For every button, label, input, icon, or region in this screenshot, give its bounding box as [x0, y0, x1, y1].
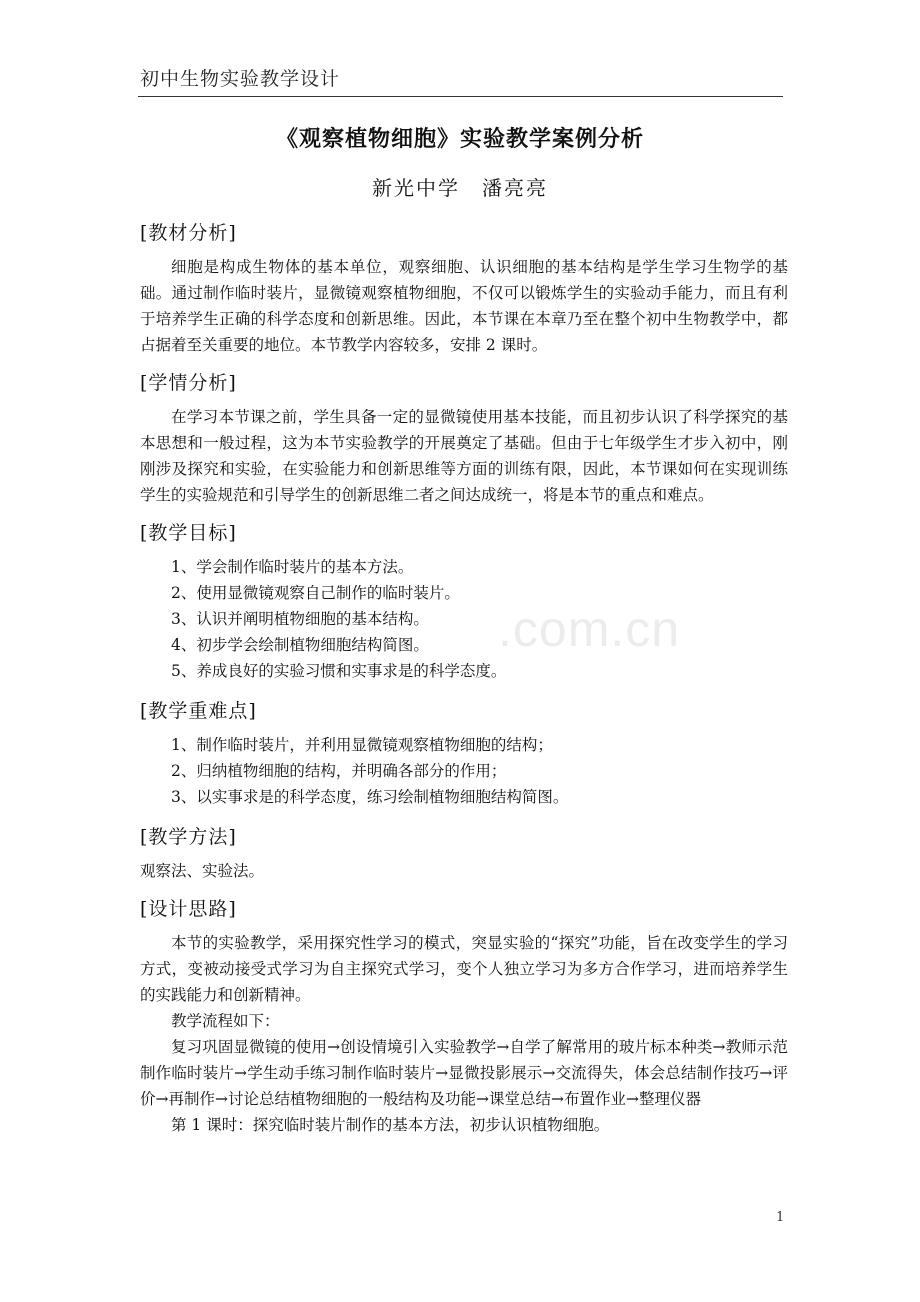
document-body [140, 216, 788, 1138]
list-item: 5、养成良好的实验习惯和实事求是的科学态度。 [171, 662, 507, 680]
section-heading-key-difficult-points: [教学重难点] [140, 700, 257, 722]
section-heading-student-analysis: [学情分析] [140, 372, 237, 394]
watermark: .com.cn [498, 601, 681, 657]
section-paragraph: 细胞是构成生物体的基本单位，观察细胞、认识细胞的基本结构是学生学习生物学的基础。通过制作临时装片，显微镜观察植物细胞，不仅可以锻炼学生的实验动手能力，而且有利于培养学生正确的科学态度和创新思维。因此，本节课在本章乃至在整个初中生物教学中，都占据着至关重要的地位。本节教学内容较多，安排 2 课时。 [140, 258, 788, 354]
section-heading-textbook-analysis: [教材分析] [140, 222, 237, 244]
header-rule [138, 96, 783, 97]
objectives-list [140, 554, 788, 684]
list-item: 3、以实事求是的科学态度，练习绘制植物细胞结构简图。 [171, 788, 569, 806]
page-number: 1 [776, 1210, 785, 1225]
running-header: 初中生物实验教学设计 [140, 68, 341, 90]
list-item: 1、制作临时装片，并利用显微镜观察植物细胞的结构； [171, 736, 553, 754]
list-item: 1、学会制作临时装片的基本方法。 [171, 558, 414, 576]
section-heading-design-ideas: [设计思路] [140, 898, 237, 920]
section-heading-teaching-methods: [教学方法] [140, 826, 237, 848]
list-item: 4、初步学会绘制植物细胞结构简图。 [171, 636, 429, 654]
author-line: 新光中学 潘亮亮 [372, 176, 548, 200]
section-paragraph: 第 1 课时：探究临时装片制作的基本方法，初步认识植物细胞。 [171, 1116, 610, 1134]
list-item: 2、使用显微镜观察自己制作的临时装片。 [171, 584, 460, 602]
document-title: 《观察植物细胞》实验教学案例分析 [275, 126, 644, 152]
section-heading-teaching-objectives: [教学目标] [140, 522, 237, 544]
methods-text: 观察法、实验法。 [140, 862, 265, 880]
section-paragraph: 在学习本节课之前，学生具备一定的显微镜使用基本技能，而且初步认识了科学探究的基本思想和一般过程，这为本节实验教学的开展奠定了基础。但由于七年级学生才步入初中，刚刚涉及探究和实验，在实验能力和创新思维等方面的训练有限，因此，本节课如何在实现训练学生的实验规范和引导学生的创新思维二者之间达成统一，将是本节的重点和难点。 [140, 408, 788, 504]
list-item: 2、归纳植物细胞的结构，并明确各部分的作用； [171, 762, 507, 780]
section-paragraph: 本节的实验教学，采用探究性学习的模式，突显实验的“探究”功能，旨在改变学生的学习方式，变被动接受式学习为自主探究式学习，变个人独立学习为多方合作学习，进而培养学生的实践能力和创新精神。 [140, 934, 788, 1004]
teaching-flow-paragraph: 复习巩固显微镜的使用→创设情境引入实验教学→自学了解常用的玻片标本种类→教师示范制作临时装片→学生动手练习制作临时装片→显微投影展示→交流得失，体会总结制作技巧→评价→再制作→讨论总结植物细胞的一般结构及功能→课堂总结→布置作业→整理仪器 [140, 1038, 788, 1108]
section-paragraph: 教学流程如下： [171, 1012, 280, 1030]
list-item: 3、认识并阐明植物细胞的基本结构。 [171, 610, 429, 628]
key-points-list [140, 732, 788, 810]
